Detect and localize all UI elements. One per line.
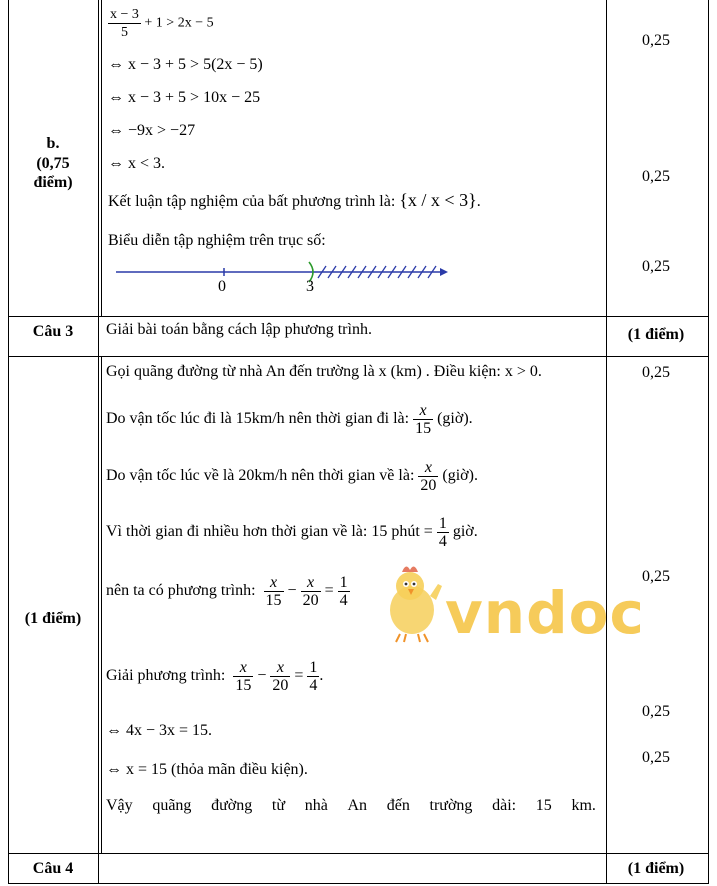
sol3-line2 — [106, 402, 473, 437]
partb-step2: ⇔ x − 3 + 5 > 10x − 25 — [108, 89, 261, 106]
column-divider-1 — [98, 0, 99, 884]
line4-num: 1 — [438, 515, 447, 532]
conclusion-word: km. — [571, 797, 596, 814]
tick-label-0: 0 — [218, 278, 226, 295]
tick-label-3: 3 — [306, 278, 314, 295]
eq-c-num: 1 — [339, 574, 348, 591]
solution-end: . — [476, 193, 481, 210]
eq2-minus: − — [257, 667, 267, 685]
vndoc-watermark: vndoc — [445, 579, 645, 647]
line2-num: x — [413, 402, 433, 420]
score-b2: 0,25 — [642, 168, 670, 185]
eq-minus: − — [287, 582, 297, 600]
eq-b-num: x — [301, 574, 321, 592]
table-border-right — [708, 0, 709, 884]
score-s1: 0,25 — [642, 364, 670, 381]
cau3-label: Câu 3 — [32, 323, 74, 340]
line2-text: Do vận tốc lúc đi là 15km/h nên thời gian đi là: — [106, 410, 410, 428]
eq-a-num: x — [264, 574, 284, 592]
partb-inequality — [108, 6, 214, 41]
eq-b-den: 20 — [302, 592, 319, 609]
solution-set: {x / x < 3} — [399, 190, 477, 210]
partb-points-unit: điểm) — [33, 174, 73, 191]
ineq-rest: + 1 > 2x − 5 — [144, 15, 214, 31]
eq-a-den: 15 — [265, 592, 282, 609]
cau3-points: (1 điểm) — [627, 326, 685, 343]
line2-unit: (giờ). — [437, 410, 473, 428]
row-divider-3 — [8, 853, 709, 854]
row-divider-2 — [8, 356, 709, 357]
line3-text: Do vận tốc lúc về là 20km/h nên thời gian về là: — [106, 467, 415, 485]
line3-num: x — [418, 459, 438, 477]
ineq-numerator: x − 3 — [110, 7, 139, 22]
partb-points: (0,75 — [36, 155, 70, 172]
eq2-equals: = — [294, 667, 304, 685]
table-border-bottom — [8, 883, 709, 884]
cau3-title: Giải bài toán bằng cách lập phương trình. — [106, 321, 372, 338]
partb-step1: ⇔ x − 3 + 5 > 5(2x − 5) — [108, 56, 263, 73]
line3-unit: (giờ). — [442, 467, 478, 485]
line6-text: Giải phương trình: — [106, 667, 226, 685]
partb-step3: ⇔ −9x > −27 — [108, 122, 196, 139]
score-b3: 0,25 — [642, 258, 670, 275]
eq2-a-den: 15 — [235, 677, 252, 694]
column-divider-1b — [101, 0, 102, 316]
sol3-step2: ⇔ x = 15 (thỏa mãn điều kiện). — [106, 761, 308, 778]
sol3-line1: Gọi quãng đường từ nhà An đến trường là x (km) . Điều kiện: x > 0. — [106, 363, 542, 380]
line6-end: . — [319, 667, 324, 685]
mascot-logo — [380, 562, 450, 644]
conclusion-word: Vậy — [106, 797, 133, 814]
score-s4: 0,25 — [642, 749, 670, 766]
conclusion-word: đến — [386, 797, 410, 814]
line4-unit: giờ. — [452, 523, 478, 541]
ineq-denominator: 5 — [120, 25, 128, 40]
sol3-line4 — [106, 515, 478, 550]
column-divider-1c — [101, 356, 102, 854]
partb-conclusion — [108, 191, 481, 211]
conclusion-word: nhà — [304, 797, 328, 814]
conclusion-word: đường — [211, 797, 253, 814]
number-line — [110, 258, 450, 298]
eq2-b-den: 20 — [272, 677, 289, 694]
line4-text: Vì thời gian đi nhiều hơn thời gian về là: 15 phút = — [106, 523, 433, 541]
sol3-conclusion — [106, 797, 596, 815]
sol3-line3 — [106, 459, 478, 494]
sol3-points-label: (1 điểm) — [24, 610, 82, 627]
conclusion-word: An — [347, 797, 368, 814]
eq-c-den: 4 — [339, 592, 348, 609]
table-border-left — [8, 0, 9, 884]
line5-text: nên ta có phương trình: — [106, 582, 256, 600]
score-b1: 0,25 — [642, 32, 670, 49]
eq2-b-num: x — [270, 659, 290, 677]
cau4-label: Câu 4 — [32, 860, 74, 877]
sol3-step1: ⇔ 4x − 3x = 15. — [106, 722, 213, 739]
line2-den: 15 — [415, 420, 432, 437]
conclusion-word: trường — [429, 797, 473, 814]
line3-den: 20 — [420, 477, 437, 494]
conclusion-word: 15 — [535, 797, 552, 814]
score-s2: 0,25 — [642, 568, 670, 585]
number-line-arrow — [440, 268, 448, 276]
sol3-line5 — [106, 574, 350, 609]
eq2-c-den: 4 — [309, 677, 318, 694]
conclusion-word: từ — [271, 797, 286, 814]
conclusion-word: dài: — [492, 797, 517, 814]
conclusion-text: Kết luận tập nghiệm của bất phương trình là: — [108, 193, 396, 210]
numberline-intro: Biểu diễn tập nghiệm trên trục số: — [108, 232, 326, 249]
cau4-points: (1 điểm) — [627, 860, 685, 877]
row-divider-1 — [8, 316, 709, 317]
partb-step4: ⇔ x < 3. — [108, 155, 166, 172]
eq-equals: = — [324, 582, 334, 600]
line4-den: 4 — [438, 533, 447, 550]
conclusion-word: quãng — [152, 797, 192, 814]
partb-label: b. — [46, 135, 60, 152]
eq2-c-num: 1 — [309, 659, 318, 676]
sol3-line6 — [106, 659, 323, 694]
score-s3: 0,25 — [642, 703, 670, 720]
column-divider-2 — [606, 0, 607, 884]
eq2-a-num: x — [233, 659, 253, 677]
